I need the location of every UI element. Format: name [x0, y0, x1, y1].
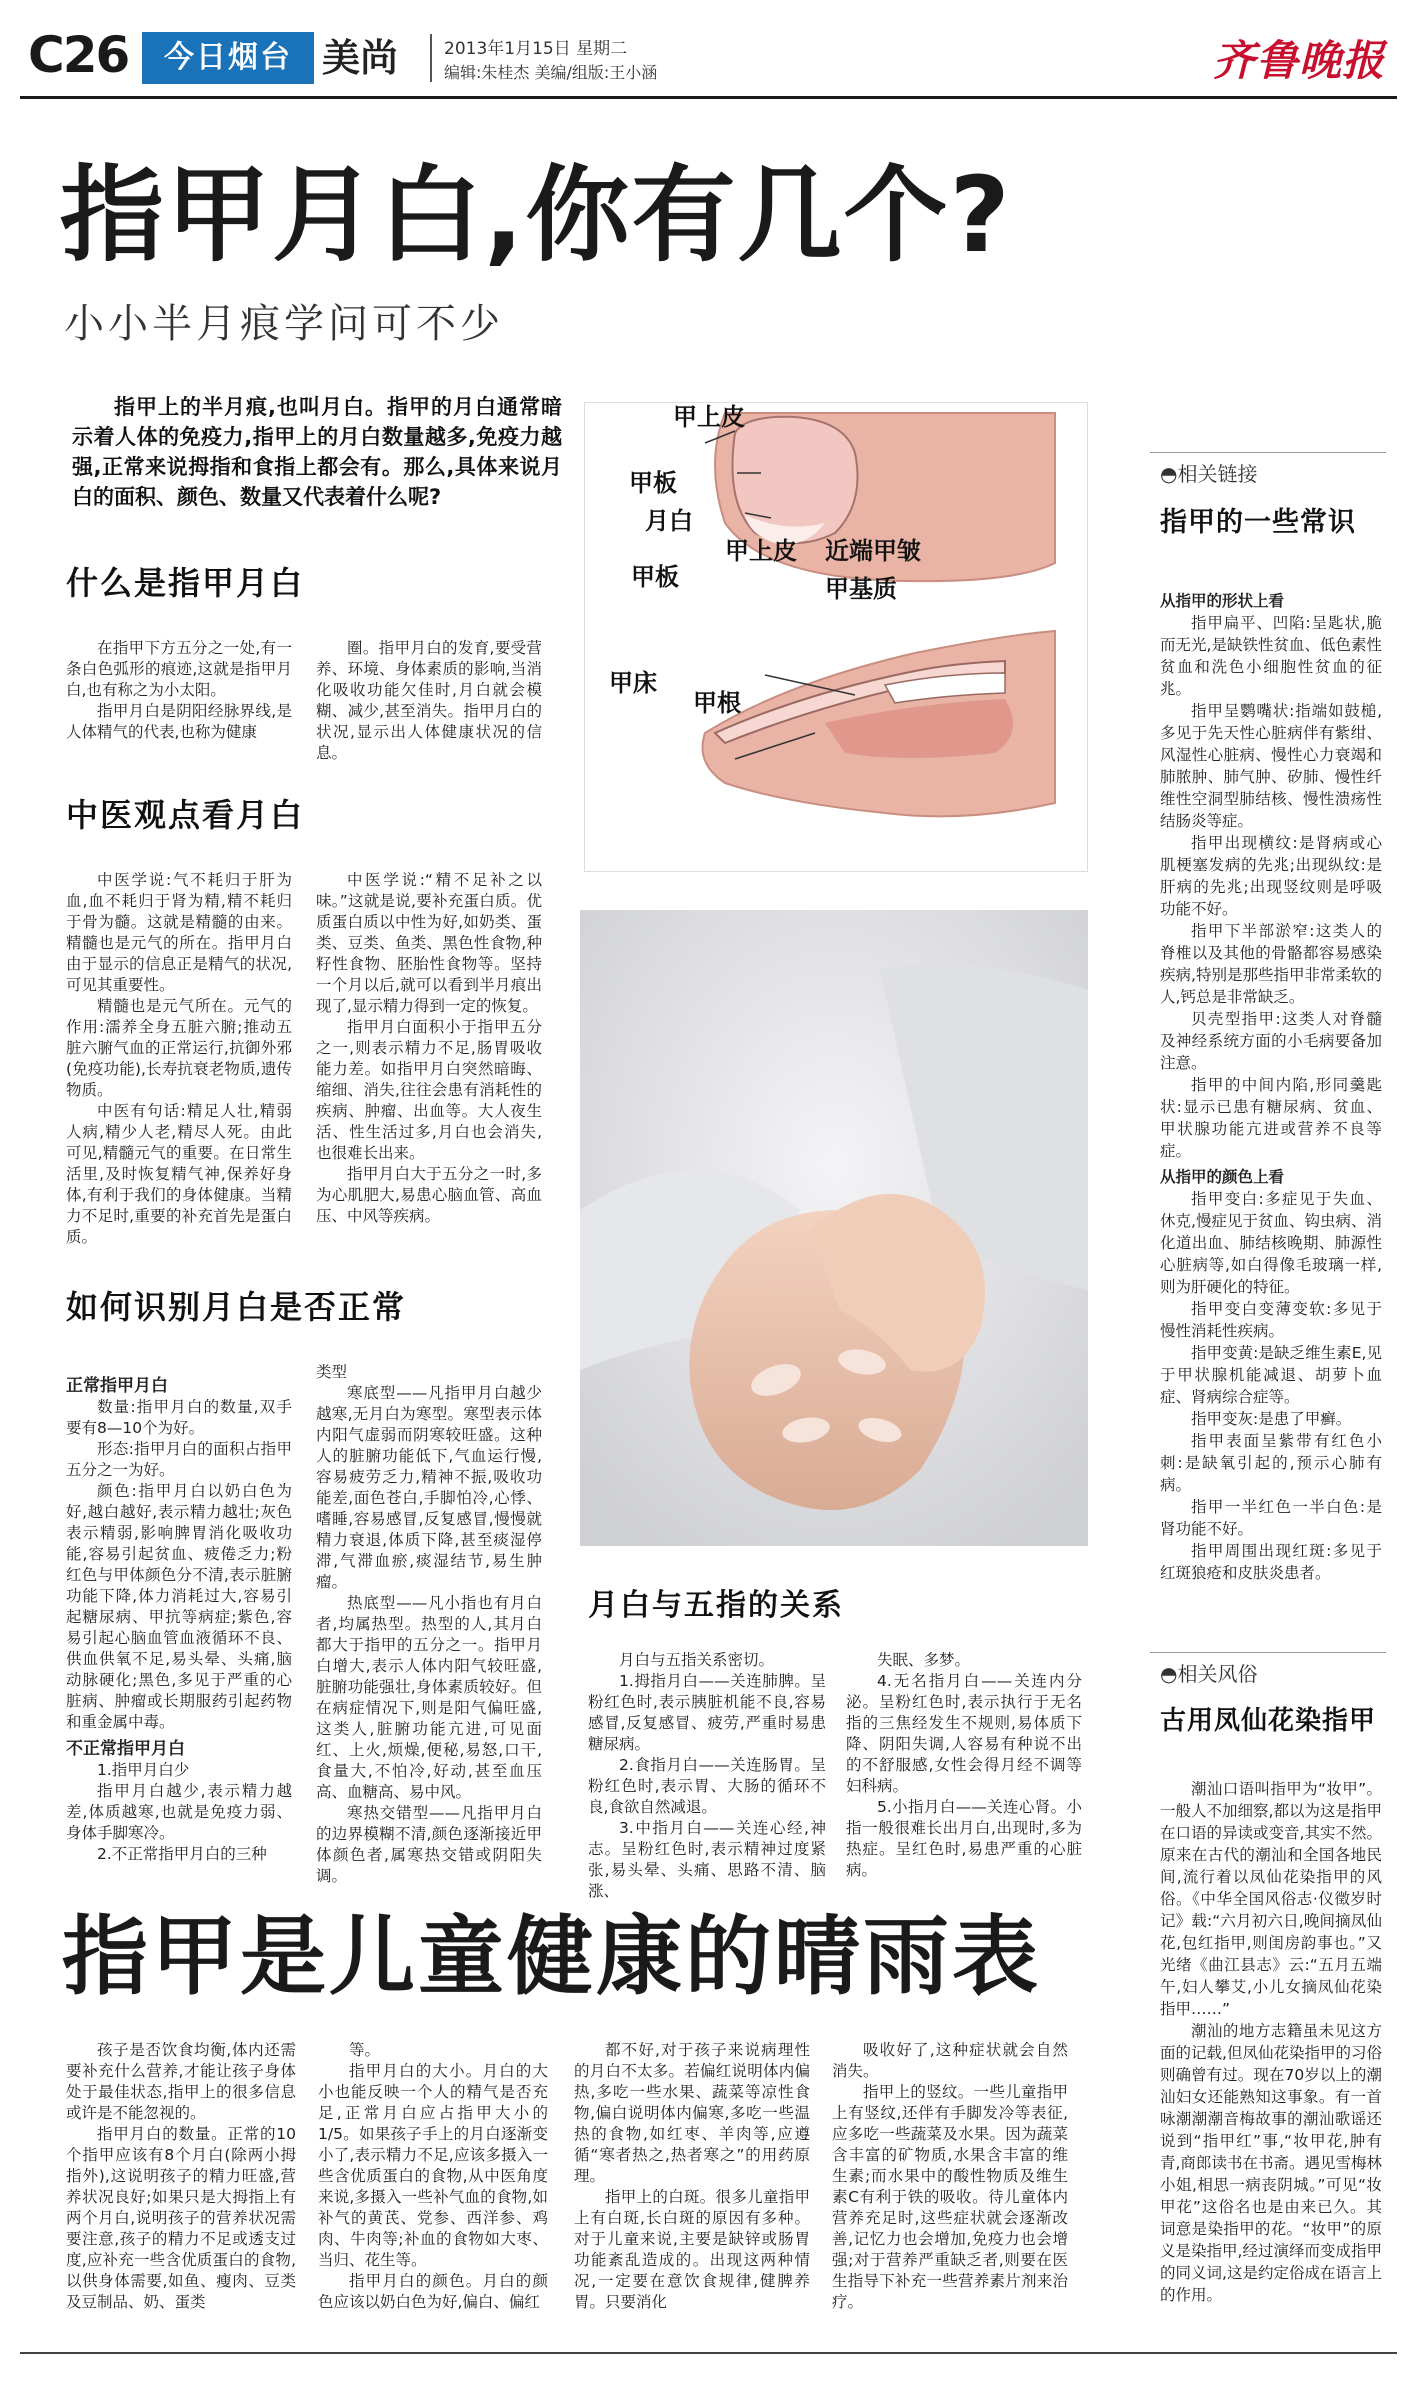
paragraph: 圈。指甲月白的发育,要受营养、环境、身体素质的影响,当消化吸收功能欠佳时,月白就会模糊、减少,甚至消失。指甲月白的状况,显示出人体健康状况的信息。	[316, 639, 542, 762]
label-nail-bed: 甲床	[609, 669, 657, 697]
paragraph: 指甲扁平、凹陷:呈匙状,脆而无光,是缺铁性贫血、低色素性贫血和洗色小细胞性贫血的征兆。	[1160, 614, 1382, 698]
paragraph: 吸收好了,这种症状就会自然消失。	[832, 2041, 1068, 2080]
paragraph: 5.小指月白——关连心肾。小指一般很难长出月白,出现时,多为热症。呈红色时,易患严重的心脏病。	[846, 1798, 1082, 1879]
paragraph: 类型	[316, 1363, 348, 1381]
label-matrix: 甲基质	[825, 575, 897, 603]
paragraph: 2.不正常指甲月白的三种	[97, 1845, 267, 1863]
paragraph: 从指甲的形状上看	[1160, 592, 1285, 610]
paragraph: 指甲月白的数量。正常的10个指甲应该有8个月白(除两小拇指外),这说明孩子的精力旺盛,营养状况良好;如果只是大拇指上有两个月白,说明孩子的营养状况需要注意,孩子的精力不足或透支过度,应补充一些含优质蛋白的食物,以供身体需要,如鱼、瘦肉、豆类及豆制品、奶、蛋类	[66, 2125, 296, 2311]
sidebar1-label: ◓相关链接	[1160, 462, 1258, 486]
paragraph: 中医学说:“精不足补之以味。”这就是说,要补充蛋白质。优质蛋白质以中性为好,如奶类、蛋类、豆类、鱼类、黑色性食物,种籽性食物、胚胎性食物等。坚持一个月以后,就可以看到半月痕出现了,显示精力得到一定的恢复。	[316, 871, 542, 1015]
paragraph: 热底型——凡小指也有月白者,均属热型。热型的人,其月白都大于指甲的五分之一。指甲月白增大,表示人体内阳气较旺盛,脏腑功能强壮,身体素质较好。但在病症情况下,则是阳气偏旺盛,这类人,脏腑功能亢进,可见面红、上火,烦燥,便秘,易怒,口干,食量大,不怕冷,好动,甚至血压高、血糖高、易中风。	[316, 1594, 542, 1801]
article2-col1	[66, 2040, 296, 2313]
header-date: 2013年1月15日 星期二	[444, 39, 628, 59]
header-rule	[20, 96, 1397, 99]
paragraph: 失眠、多梦。	[877, 1651, 971, 1669]
paragraph: 都不好,对于孩子来说病理性的月白不太多。若偏红说明体内偏热,多吃一些水果、蔬菜等凉性食物,偏白说明体内偏寒,多吃一些温热的食物,如红枣、羊肉等,应遵循“寒者热之,热者寒之”的用药原理。	[574, 2041, 810, 2185]
section-heading-identify: 如何识别月白是否正常	[66, 1288, 407, 1326]
paragraph: 寒底型——凡指甲月白越少越寒,无月白为寒型。寒型表示体内阳气虚弱而阴寒较旺盛。这种人的脏腑功能低下,气血运行慢,容易疲劳乏力,精神不振,吸收功能差,面色苍白,手脚怕冷,心悸、嗜睡,容易感冒,反复感冒,慢慢就精力衰退,体质下降,甚至痰湿停滞,气滞血瘀,痰湿结节,易生肿瘤。	[316, 1384, 542, 1591]
paragraph: 1.指甲月白少	[97, 1761, 190, 1779]
paragraph: 指甲月白是阴阳经脉界线,是人体精气的代表,也称为健康	[66, 702, 292, 741]
paragraph: 指甲的中间内陷,形同羹匙状:显示已患有糖尿病、贫血、甲状腺功能亢进或营养不良等症。	[1160, 1076, 1382, 1160]
link-bullet-icon: ◓	[1160, 462, 1178, 486]
s3-col1	[66, 1370, 292, 1865]
paragraph: 月白与五指关系密切。	[619, 1651, 775, 1669]
paragraph: 4.无名指月白——关连内分泌。呈粉红色时,表示执行于无名指的三焦经发生不规则,易体质下降、阴阳失调,人容易有种说不出的不舒服感,女性会得月经不调等妇科病。	[846, 1672, 1082, 1795]
article2-col4	[832, 2040, 1068, 2313]
paragraph: 指甲月白大于五分之一时,多为心肌肥大,易患心脑血管、高血压、中风等疾病。	[316, 1165, 542, 1225]
paragraph: 指甲月白越少,表示精力越差,体质越寒,也就是免疫力弱、身体手脚寒冷。	[66, 1782, 292, 1842]
article2-col2	[318, 2040, 548, 2313]
s1-col1	[66, 638, 292, 743]
label-nail-plate-side: 甲板	[631, 563, 679, 591]
paragraph: 中医有句话:精足人壮,精弱人病,精少人老,精尽人死。由此可见,精髓元气的重要。在日常生活里,及时恢复精气神,保养好身体,有利于我们的身体健康。当精力不足时,重要的补充首先是蛋白质。	[66, 1102, 292, 1246]
label-cuticle-side: 甲上皮	[725, 537, 797, 565]
paragraph: 指甲变黄:是缺乏维生素E,见于甲状腺机能减退、胡萝卜血症、肾病综合症等。	[1160, 1344, 1382, 1406]
paragraph: 潮汕的地方志籍虽未见这方面的记载,但凤仙花染指甲的习俗则确曾有过。现在70岁以上的潮汕妇女还能熟知这事象。有一首咏潮潮潮音梅故事的潮汕歌谣还说到“指甲红”事,“妆甲花,肿有青,商郎读书在书斋。遇见雪梅林小姐,相思一病丧阴城。”可见“妆甲花”这俗名也是由来已久。其词意是染指甲的花。“妆甲”的原义是染指甲,经过演绎而变成指甲的同义词,这是约定俗成在语言上的作用。	[1160, 2022, 1382, 2304]
sidebar1-rule	[1150, 452, 1386, 453]
subsection-label: 美尚	[322, 36, 399, 80]
label-cuticle-top: 甲上皮	[673, 403, 745, 431]
paragraph: 指甲出现横纹:是肾病或心肌梗塞发病的先兆;出现纵纹:是肝病的先兆;出现竖纹则是呼吸功能不好。	[1160, 834, 1382, 918]
paragraph: 在指甲下方五分之一处,有一条白色弧形的痕迹,这就是指甲月白,也有称之为小太阳。	[66, 639, 292, 699]
hands-illustration	[580, 910, 1088, 1546]
paragraph: 指甲周围出现红斑:多见于红斑狼疮和皮肤炎患者。	[1160, 1542, 1382, 1582]
paragraph: 1.拇指月白——关连肺脾。呈粉红色时,表示胰脏机能不良,容易感冒,反复感冒、疲劳,严重时易患糖尿病。	[588, 1672, 826, 1753]
nail-anatomy-diagram	[584, 402, 1088, 872]
paragraph: 不正常指甲月白	[66, 1739, 185, 1759]
paragraph: 指甲变白:多症见于失血、休克,慢症见于贫血、钩虫病、消化道出血、肺结核晚期、肺源性心脏病等,如白得像毛玻璃一样,则为肝硬化的特征。	[1160, 1190, 1382, 1296]
paragraph: 2.食指月白——关连肠胃。呈粉红色时,表示胃、大肠的循环不良,食欲自然减退。	[588, 1756, 826, 1816]
paragraph: 指甲变灰:是患了甲癣。	[1191, 1410, 1352, 1428]
s2-col1	[66, 870, 292, 1248]
header-editors: 编辑:朱桂杰 美编/组版:王小涵	[444, 63, 658, 82]
paragraph: 寒热交错型——凡指甲月白的边界模糊不清,颜色逐渐接近甲体颜色者,属寒热交错或阴阳失调。	[316, 1804, 542, 1885]
section-heading-five-fingers: 月白与五指的关系	[588, 1588, 844, 1623]
label-nail-plate-top: 甲板	[629, 469, 677, 497]
paragraph: 潮汕口语叫指甲为“妆甲”。一般人不加细察,都以为这是指甲在口语的异读或变音,其实不然。原来在古代的潮汕和全国各地民间,流行着以凤仙花染指甲的风俗。《中华全国风俗志·仪徵岁时记》载:“六月初六日,晚间摘凤仙花,包红指甲,则闺房韵事也。”又光绪《曲江县志》云:“五月五端午,妇人攀艾,小儿女摘凤仙花染指甲……”	[1160, 1780, 1382, 2018]
label-proximal-fold: 近端甲皱	[825, 537, 921, 565]
paragraph: 颜色:指甲月白以奶白色为好,越白越好,表示精力越壮;灰色表示精弱,影响脾胃消化吸收功能,容易引起贫血、疲倦乏力;粉红色与甲体颜色分不清,表示脏腑功能下降,体力消耗过大,容易引起糖尿病、甲抗等病症;紫色,容易引起心脑血管血液循环不良、供血供氧不足,易头晕、头痛,脑动脉硬化;黑色,多见于严重的心脏病、肿瘤或长期服药引起药物和重金属中毒。	[66, 1482, 292, 1731]
paragraph: 数量:指甲月白的数量,双手要有8—10个为好。	[66, 1398, 292, 1437]
paragraph: 指甲一半红色一半白色:是肾功能不好。	[1160, 1498, 1382, 1538]
paragraph: 从指甲的颜色上看	[1160, 1168, 1285, 1186]
header-divider	[430, 34, 432, 82]
sidebar2-label: ◓相关风俗	[1160, 1662, 1258, 1686]
s1-col2	[316, 638, 542, 764]
section-tab: 今日烟台	[142, 32, 314, 84]
article-subtitle: 小小半月痕学问可不少	[64, 301, 504, 347]
s3-col2	[316, 1362, 542, 1887]
sidebar2-body	[1160, 1778, 1382, 2306]
paragraph: 指甲月白面积小于指甲五分之一,则表示精力不足,肠胃吸收能力差。如指甲月白突然暗晦、缩细、消失,往往会患有消耗性的疾病、肿瘤、出血等。大人夜生活、性生活过多,月白也会消失,也很难长出来。	[316, 1018, 542, 1162]
paragraph: 指甲上的白斑。很多儿童指甲上有白斑,长白斑的原因有多种。对于儿童来说,主要是缺锌或肠胃功能紊乱造成的。出现这两种情况,一定要在意饮食规律,健脾养胃。只要消化	[574, 2188, 810, 2311]
newspaper-masthead: 齐鲁晚报	[1212, 36, 1385, 85]
paragraph: 指甲下半部淤窄:这类人的脊椎以及其他的骨骼都容易感染疾病,特别是那些指甲非常柔软的人,钙总是非常缺乏。	[1160, 922, 1382, 1006]
paragraph: 形态:指甲月白的面积占指甲五分之一为好。	[66, 1440, 292, 1479]
sidebar1-heading: 指甲的一些常识	[1160, 507, 1356, 538]
paragraph: 中医学说:气不耗归于肝为血,血不耗归于肾为精,精不耗归于骨为髓。这就是精髓的由来。精髓也是元气的所在。指甲月白由于显示的信息正是精气的状况,可见其重要性。	[66, 871, 292, 994]
sidebar1-body	[1160, 586, 1382, 1584]
bottom-rule	[20, 2352, 1397, 2354]
paragraph: 3.中指月白——关连心经,神志。呈粉红色时,表示精神过度紧张,易头晕、头痛、思路不清、脑涨、	[588, 1819, 826, 1900]
article-title: 指甲月白,你有几个?	[60, 154, 1012, 276]
page-number: C26	[28, 26, 129, 84]
section-heading-what-is: 什么是指甲月白	[66, 564, 305, 602]
paragraph: 指甲表面呈紫带有红色小刺:是缺氧引起的,预示心肺有病。	[1160, 1432, 1382, 1494]
sidebar2-heading: 古用凤仙花染指甲	[1160, 1706, 1377, 1736]
paragraph: 孩子是否饮食均衡,体内还需要补充什么营养,才能让孩子身体处于最佳状态,指甲上的很多信息或许是不能忽视的。	[66, 2041, 296, 2122]
s2-col2	[316, 870, 542, 1227]
article-lead: 指甲上的半月痕,也叫月白。指甲的月白通常暗示着人体的免疫力,指甲上的月白数量越多,免疫力越强,正常来说拇指和食指上都会有。那么,具体来说月白的面积、颜色、数量又代表着什么呢?	[72, 395, 562, 509]
article2-title: 指甲是儿童健康的晴雨表	[62, 1907, 1041, 2007]
paragraph: 精髓也是元气所在。元气的作用:濡养全身五脏六腑;推动五脏六腑气血的正常运行,抗御外邪(免疫功能),长寿抗衰老物质,遗传物质。	[66, 997, 292, 1099]
s4-col2	[846, 1650, 1082, 1881]
paragraph: 贝壳型指甲:这类人对脊髓及神经系统方面的小毛病要备加注意。	[1160, 1010, 1382, 1072]
custom-bullet-icon: ◓	[1160, 1662, 1178, 1686]
paragraph: 指甲月白的颜色。月白的颜色应该以奶白色为好,偏白、偏红	[318, 2272, 548, 2311]
paragraph: 指甲月白的大小。月白的大小也能反映一个人的精气是否充足,正常月白应占指甲大小的1/5。如果孩子手上的月白逐渐变小了,表示精力不足,应该多摄入一些含优质蛋白的食物,从中医角度来说,多摄入一些补气血的食物,如补气的黄芪、党参、西洋参、鸡肉、牛肉等;补血的食物如大枣、当归、花生等。	[318, 2062, 548, 2269]
section-heading-tcm: 中医观点看月白	[66, 796, 305, 834]
sidebar2-rule	[1150, 1652, 1386, 1653]
clasped-hands-photo	[580, 910, 1088, 1546]
label-lunula: 月白	[645, 507, 693, 535]
paragraph: 指甲呈鹦嘴状:指端如鼓槌,多见于先天性心脏病伴有紫绀、风湿性心脏病、慢性心力衰竭和肺脓肿、肺气肿、矽肺、慢性纤维性空洞型肺结核、慢性溃疡性结肠炎等症。	[1160, 702, 1382, 830]
article2-col3	[574, 2040, 810, 2313]
paragraph: 正常指甲月白	[66, 1376, 168, 1396]
s4-col1	[588, 1650, 826, 1902]
paragraph: 等。	[349, 2041, 381, 2059]
paragraph: 指甲变白变薄变软:多见于慢性消耗性疾病。	[1160, 1300, 1382, 1340]
label-nail-root: 甲根	[693, 689, 741, 717]
paragraph: 指甲上的竖纹。一些儿童指甲上有竖纹,还伴有手脚发冷等表征,应多吃一些蔬菜及水果。因为蔬菜含丰富的矿物质,水果含丰富的维生素;而水果中的酸性物质及维生素C有利于铁的吸收。待儿童体内营养充足时,这些症状就会逐渐改善,记忆力也会增加,免疫力也会增强;对于营养严重缺乏者,则要在医生指导下补充一些营养素片剂来治疗。	[832, 2083, 1068, 2311]
